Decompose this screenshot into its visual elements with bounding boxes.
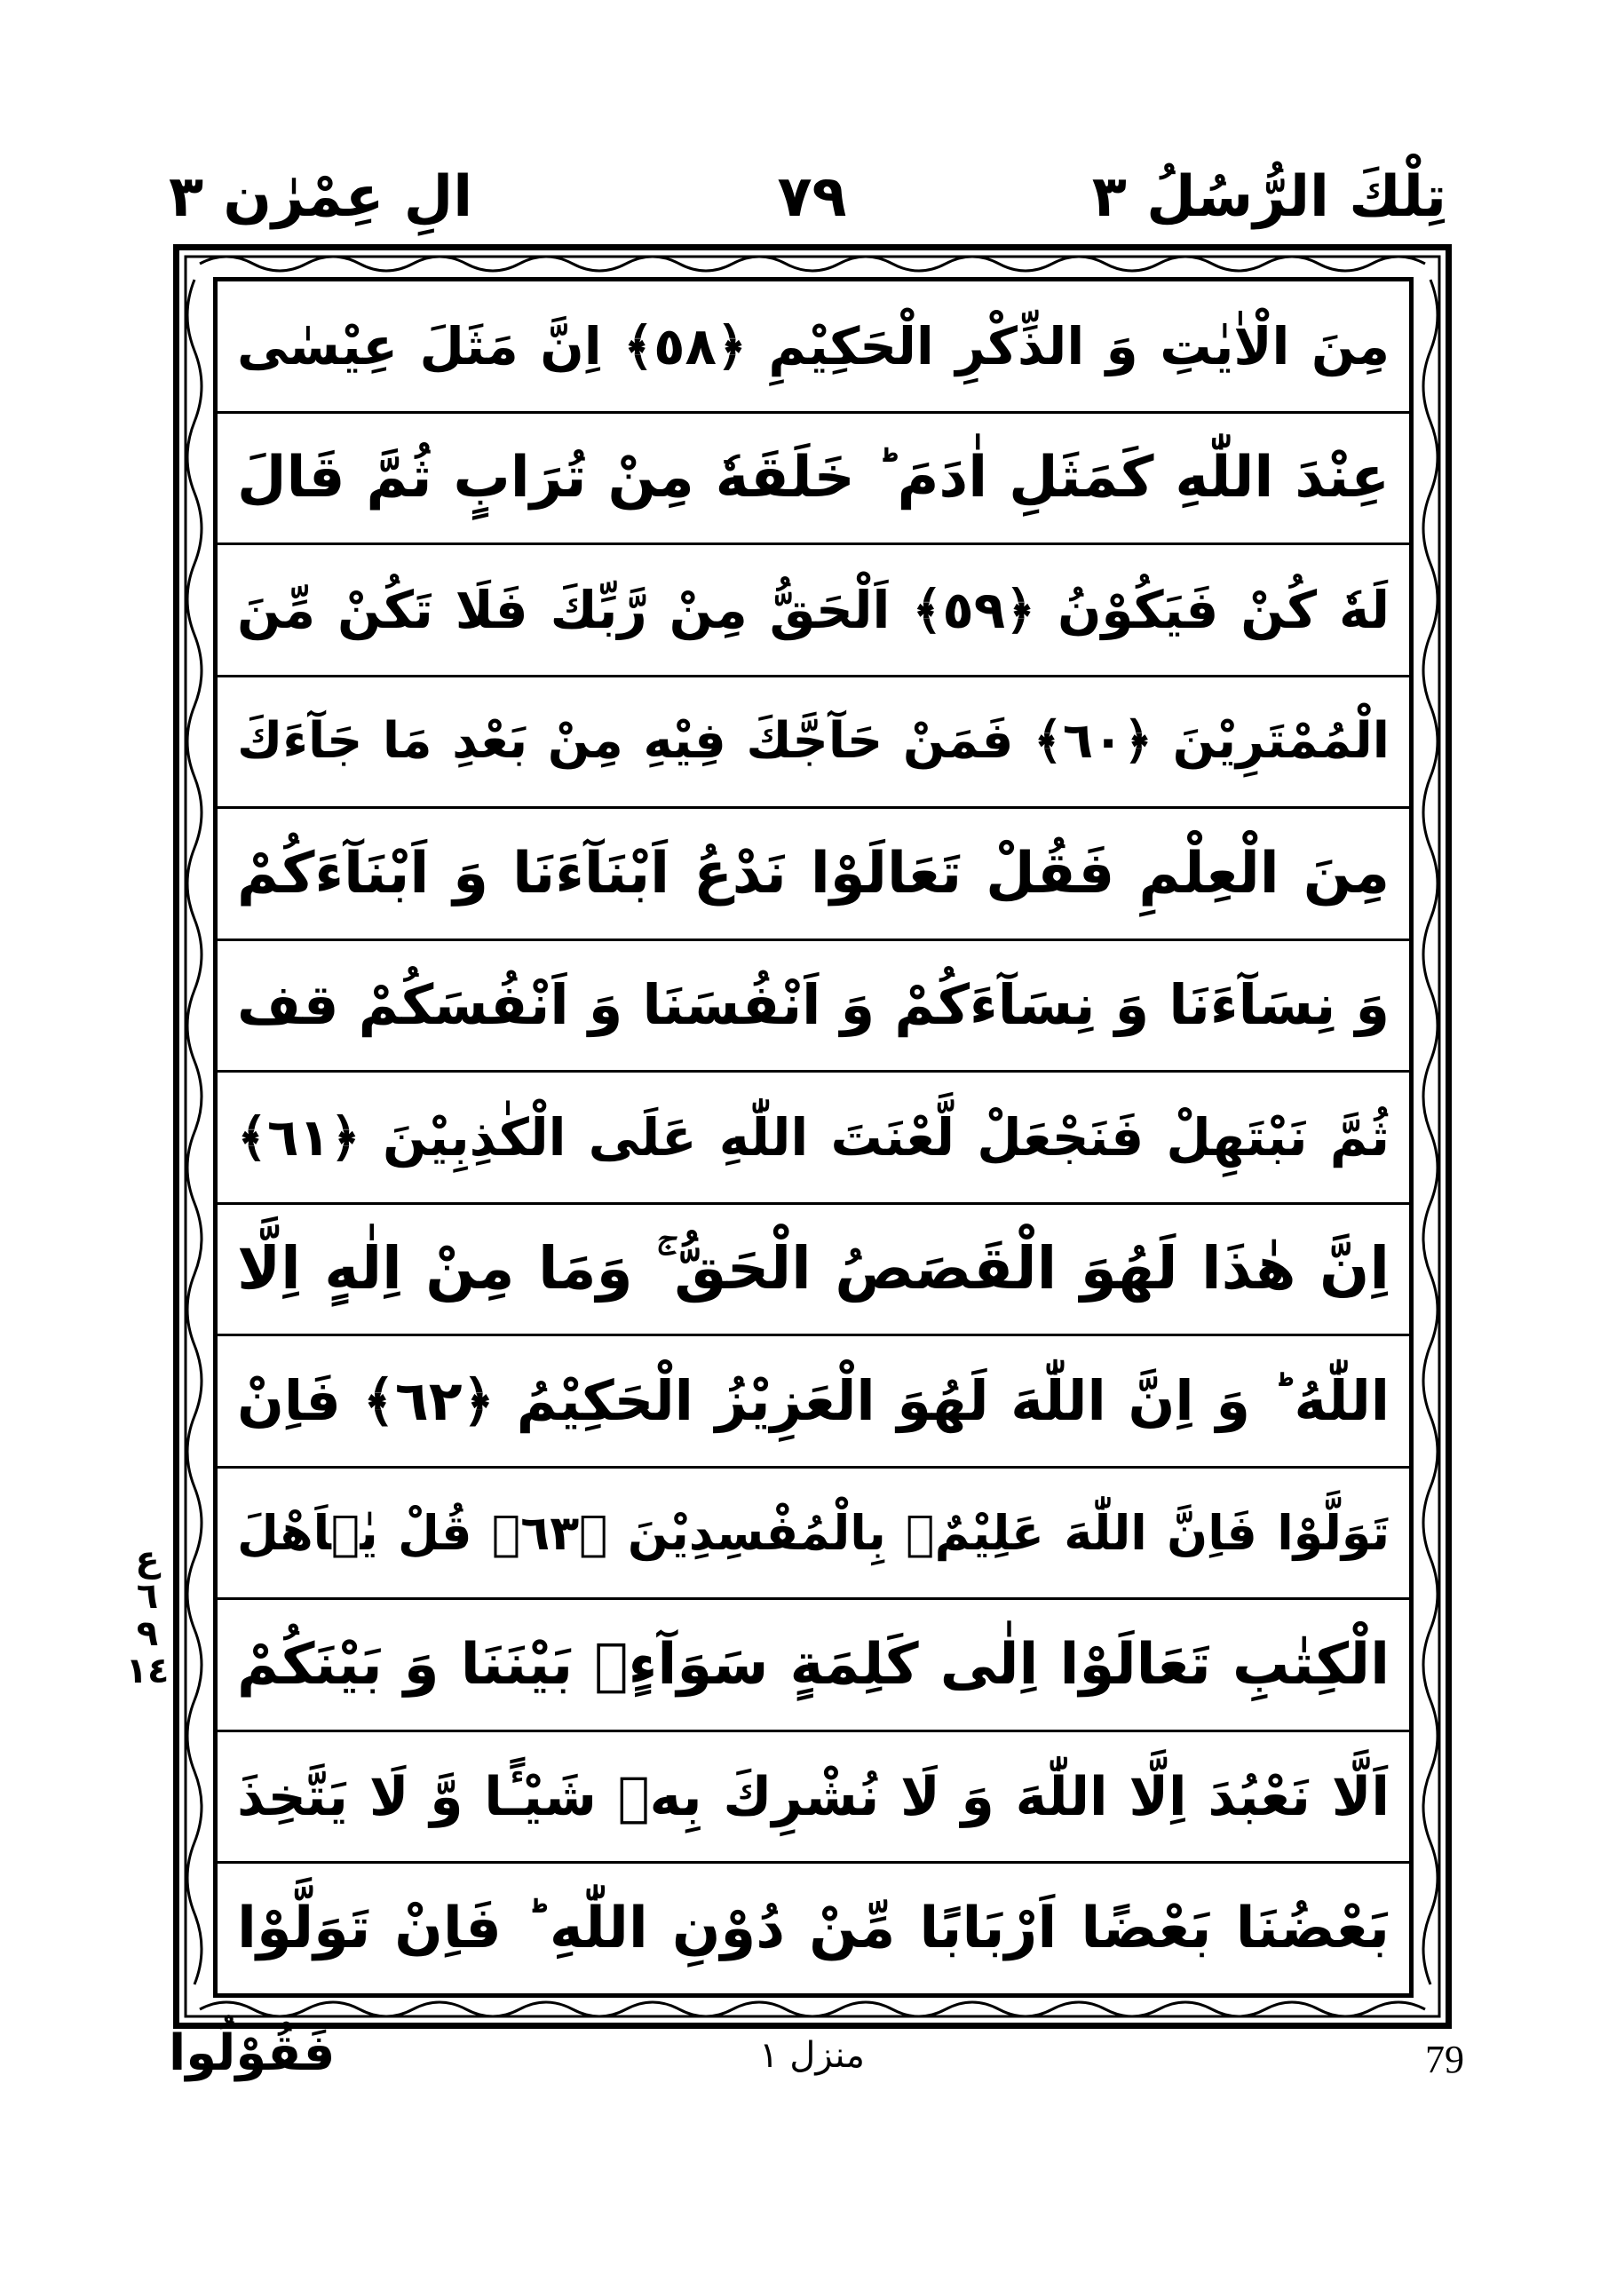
juz-name: تِلْكَ الرُّسُلُ ٣ bbox=[1091, 164, 1446, 230]
ruku-marker: ع ٦ ٩ ١٤ bbox=[125, 1539, 170, 1691]
page-number: 79 bbox=[1425, 2038, 1464, 2081]
quran-text-block bbox=[218, 281, 1409, 1993]
page-number-arabic: ٧٩ bbox=[777, 164, 847, 230]
verse-line: اَلَّا نَعْبُدَ اِلَّا اللّٰهَ وَ لَا نُشْرِكَ بِهٖ شَيْـًٔا وَّ لَا يَتَّخِذَ bbox=[218, 1732, 1409, 1865]
verse-line: بَعْضُنَا بَعْضًا اَرْبَابًا مِّنْ دُوْنِ اللّٰهِ ؕ فَاِنْ تَوَلَّوْا bbox=[237, 1896, 1390, 1962]
verse-line: عِنْدَ اللّٰهِ كَمَثَلِ اٰدَمَ ؕ خَلَقَهٗ مِنْ تُرَابٍ ثُمَّ قَالَ bbox=[218, 414, 1409, 546]
verse-line: اِنَّ هٰذَا لَهُوَ الْقَصَصُ الْحَقُّ ۚ وَمَا مِنْ اِلٰهٍ اِلَّا bbox=[218, 1205, 1409, 1337]
verse-line: الْكِتٰبِ تَعَالَوْا اِلٰى كَلِمَةٍ سَوَآءٍۢ بَيْنَنَا وَ بَيْنَكُمْ bbox=[218, 1600, 1409, 1732]
verse-line: اللّٰهُ ؕ وَ اِنَّ اللّٰهَ لَهُوَ الْعَزِيْزُ الْحَكِيْمُ ﴿٦٢﴾ فَاِنْ bbox=[218, 1336, 1409, 1469]
verse-line: مِنَ الْاٰيٰتِ وَ الذِّكْرِ الْحَكِيْمِ ﴿٥٨﴾ اِنَّ مَثَلَ عِيْسٰى bbox=[218, 281, 1409, 414]
surah-name: الِ عِمْرٰن ٣ bbox=[169, 164, 473, 230]
manzil-label: منزل ١ bbox=[759, 2035, 865, 2076]
verse-line: وَ نِسَآءَنَا وَ نِسَآءَكُمْ وَ اَنْفُسَنَا وَ اَنْفُسَكُمْ قف bbox=[218, 941, 1409, 1073]
verse-line: تَوَلَّوْا فَاِنَّ اللّٰهَ عَلِيْمٌۢ بِالْمُفْسِدِيْنَ ﴿٦٣﴾ قُلْ يٰۤاَهْلَ bbox=[218, 1469, 1409, 1601]
catchword: فَقُوْلُوا bbox=[169, 2024, 336, 2082]
text-frame bbox=[213, 277, 1414, 1998]
verse-line: لَهٗ كُنْ فَيَكُوْنُ ﴿٥٩﴾ اَلْحَقُّ مِنْ رَّبِّكَ فَلَا تَكُنْ مِّنَ bbox=[218, 545, 1409, 677]
verse-line: الْمُمْتَرِيْنَ ﴿٦٠﴾ فَمَنْ حَآجَّكَ فِيْهِ مِنْ بَعْدِ مَا جَآءَكَ bbox=[218, 677, 1409, 810]
verse-line: مِنَ الْعِلْمِ فَقُلْ تَعَالَوْا نَدْعُ اَبْنَآءَنَا وَ اَبْنَآءَكُمْ bbox=[218, 809, 1409, 941]
verse-line: ثُمَّ نَبْتَهِلْ فَنَجْعَلْ لَّعْنَتَ اللّٰهِ عَلَى الْكٰذِبِيْنَ ﴿٦١﴾ bbox=[218, 1073, 1409, 1205]
